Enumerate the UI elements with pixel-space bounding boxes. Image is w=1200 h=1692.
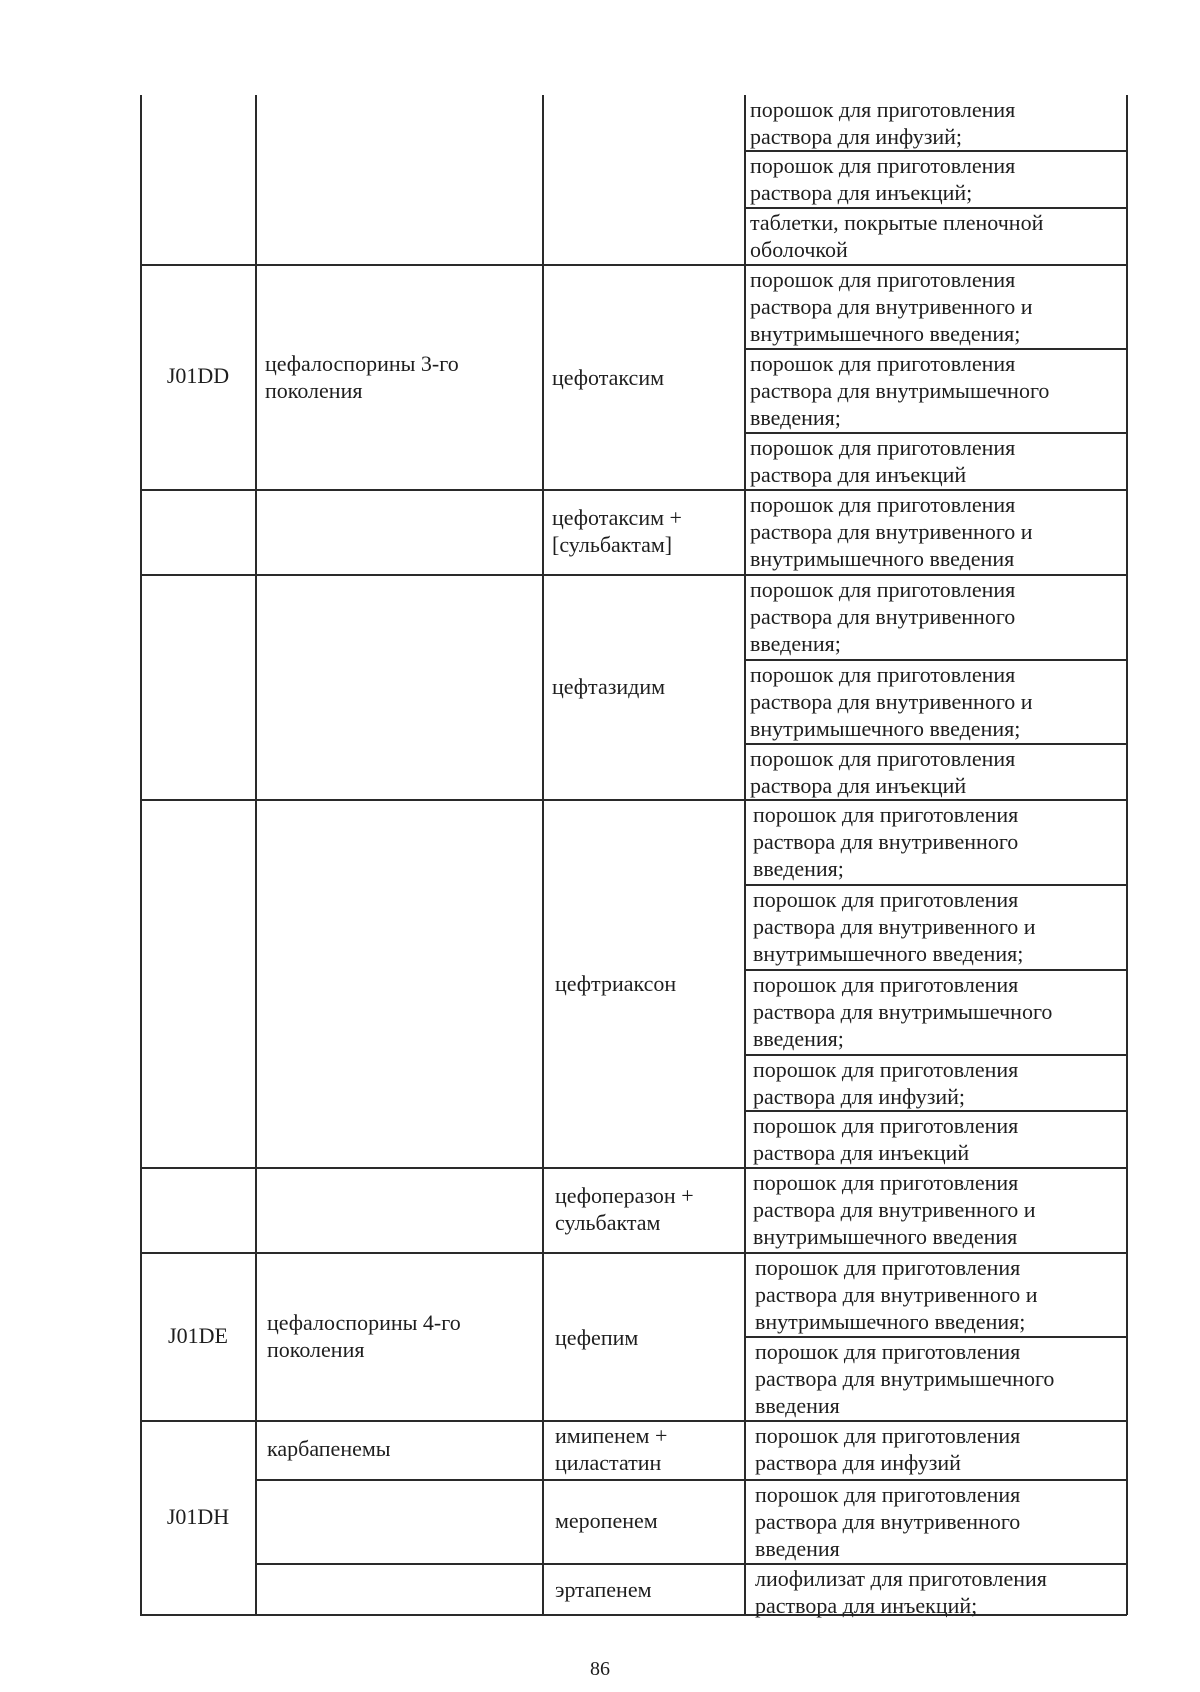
form-cell: порошок для приготовления раствора для внутривенного введения xyxy=(755,1482,1021,1561)
form-cell: порошок для приготовления раствора для инъекций xyxy=(750,435,1016,487)
form-cell: порошок для приготовления раствора для инъекций; xyxy=(750,153,1016,205)
atc-code: J01DD xyxy=(166,363,230,388)
drug-name: цефотаксим + [сульбактам] xyxy=(552,505,682,557)
drug-name: эртапенем xyxy=(555,1577,652,1602)
form-cell: порошок для приготовления раствора для внутривенного и внутримышечного введения; xyxy=(750,662,1033,741)
form-cell: порошок для приготовления раствора для внутримышечного введения; xyxy=(753,972,1053,1051)
drug-name: цефоперазон + сульбактам xyxy=(555,1183,694,1235)
drug-name: меропенем xyxy=(555,1508,658,1533)
table-divider-drug xyxy=(744,95,746,1615)
form-cell: порошок для приготовления раствора для внутривенного введения; xyxy=(750,577,1016,656)
drug-name: цефепим xyxy=(555,1325,639,1350)
drug-name: цефтриаксон xyxy=(555,971,677,996)
form-cell: порошок для приготовления раствора для внутривенного и внутримышечного введения; xyxy=(753,887,1036,966)
form-cell: таблетки, покрытые пленочной оболочкой xyxy=(750,210,1044,262)
table-divider-code xyxy=(255,95,257,1615)
form-cell: лиофилизат для приготовления раствора для инъекций; xyxy=(755,1566,1047,1618)
form-cell: порошок для приготовления раствора для внутривенного и внутримышечного введения xyxy=(753,1170,1036,1249)
form-cell: порошок для приготовления раствора для инфузий; xyxy=(753,1057,1019,1109)
drug-name: цефотаксим xyxy=(552,365,665,390)
table-divider-group xyxy=(542,95,544,1615)
form-cell: порошок для приготовления раствора для внутримышечного введения; xyxy=(750,351,1050,430)
form-cell: порошок для приготовления раствора для внутривенного и внутримышечного введения; xyxy=(755,1255,1038,1334)
drug-name: имипенем + циластатин xyxy=(555,1423,668,1475)
table-border-left xyxy=(140,95,142,1615)
group-name: цефалоспорины 3-го поколения xyxy=(265,351,459,403)
form-cell: порошок для приготовления раствора для внутривенного введения; xyxy=(753,802,1019,881)
group-name: карбапенемы xyxy=(267,1436,391,1461)
form-cell: порошок для приготовления раствора для инъекций xyxy=(753,1113,1019,1165)
table-border-right xyxy=(1126,95,1128,1615)
form-cell: порошок для приготовления раствора для внутривенного и внутримышечного введения xyxy=(750,492,1033,571)
form-cell: порошок для приготовления раствора для инъекций xyxy=(750,746,1016,798)
form-cell: порошок для приготовления раствора для инфузий xyxy=(755,1423,1021,1475)
form-cell: порошок для приготовления раствора для внутривенного и внутримышечного введения; xyxy=(750,267,1033,346)
atc-code: J01DE xyxy=(168,1323,228,1348)
drug-name: цефтазидим xyxy=(552,674,666,699)
atc-code: J01DH xyxy=(166,1504,230,1529)
group-name: цефалоспорины 4-го поколения xyxy=(267,1310,461,1362)
form-cell: порошок для приготовления раствора для инфузий; xyxy=(750,97,1016,149)
page-number: 86 xyxy=(590,1658,610,1680)
form-cell: порошок для приготовления раствора для внутримышечного введения xyxy=(755,1339,1055,1418)
